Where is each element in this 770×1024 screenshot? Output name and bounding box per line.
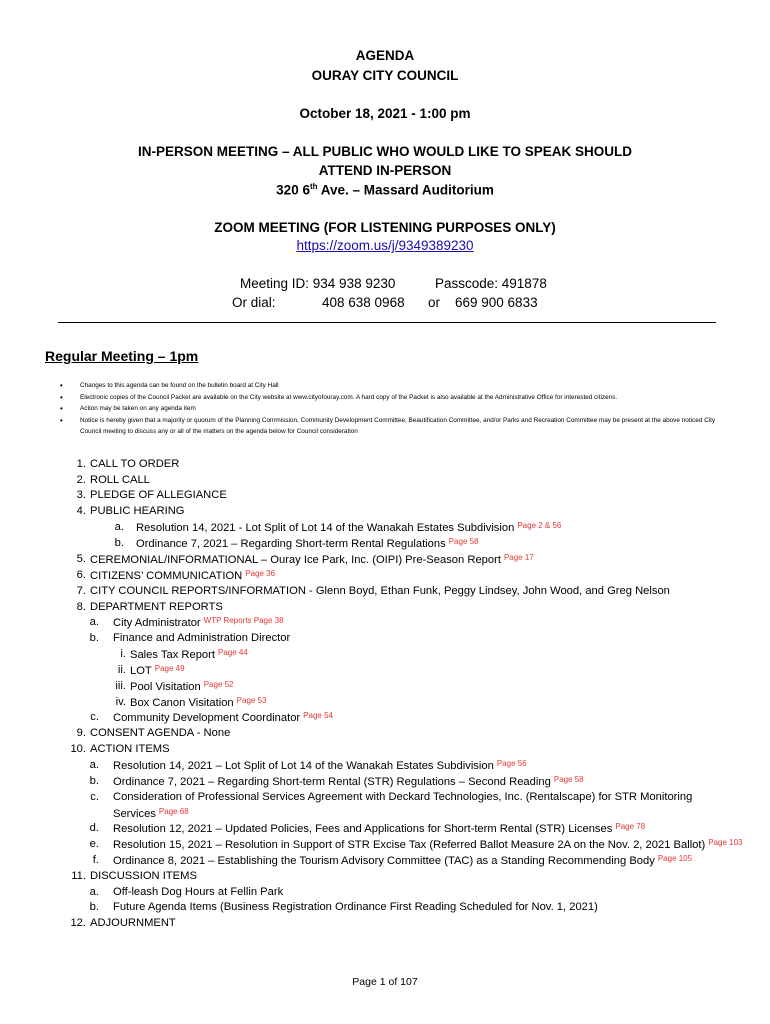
agenda-item-number: b. [89, 775, 99, 787]
agenda-item-number: b. [89, 901, 99, 913]
agenda-item-text: Ordinance 7, 2021 – Regarding Short-term Rental Regulations [136, 538, 446, 550]
agenda-item-text: DISCUSSION ITEMS [90, 870, 197, 882]
agenda-item-text-wrap [130, 680, 234, 693]
agenda-item-text-wrap [113, 711, 333, 724]
agenda-item-number: 3. [76, 489, 86, 501]
page-reference: Page 53 [236, 696, 267, 705]
agenda-item-number: a. [114, 521, 124, 533]
zoom-link[interactable]: https://zoom.us/j/9349389230 [296, 238, 474, 253]
page-reference: Page 2 & 56 [517, 521, 562, 530]
agenda-item-text: Box Canon Visitation [130, 697, 234, 709]
notice-list [60, 380, 720, 438]
agenda-item-text: CITY COUNCIL REPORTS/INFORMATION - Glenn Boyd, Ethan Funk, Peggy Lindsey, John Wood, and Greg Nelson [90, 585, 670, 597]
agenda-item-text-wrap [113, 791, 692, 803]
passcode: Passcode: 491878 [435, 276, 547, 291]
agenda-item-text-wrap [130, 648, 248, 661]
page-reference: Page 68 [158, 807, 189, 816]
agenda-item-text-wrap [113, 854, 692, 867]
page-reference: Page 103 [708, 838, 743, 847]
page-reference: Page 52 [203, 680, 234, 689]
agenda-item-text: Finance and Administration Director [113, 632, 291, 644]
agenda-item-text-wrap [130, 664, 185, 677]
dial-number-1: 408 638 0968 [322, 295, 405, 310]
agenda-item-text-wrap [90, 489, 227, 501]
agenda-item-text-wrap [113, 775, 584, 788]
agenda-item-text-wrap [90, 458, 179, 470]
page-reference: Page 54 [303, 711, 333, 720]
page-reference: Page 58 [553, 775, 584, 784]
agenda-item-text: Resolution 15, 2021 – Resolution in Support of STR Excise Tax (Referred Ballot Measure 2A on the Nov. 2, 2021 Ballot) [113, 839, 706, 851]
agenda-item-number: b. [114, 537, 124, 549]
agenda-item-text: Resolution 14, 2021 – Lot Split of Lot 14 of the Wanakah Estates Subdivision [113, 760, 494, 772]
agenda-item-text: City Administrator [113, 617, 201, 629]
agenda-item-number: 9. [76, 727, 86, 739]
agenda-item-number: d. [89, 822, 99, 834]
agenda-item-text-wrap [90, 569, 275, 582]
page-reference: Page 17 [503, 553, 534, 562]
agenda-item-text: DEPARTMENT REPORTS [90, 601, 223, 613]
inperson-line-2: ATTEND IN-PERSON [318, 163, 452, 178]
agenda-item-text-wrap [90, 727, 230, 739]
notice-item: • Notice is hereby given that a majority or quorum of the Planning Commission, Community Development Committee, Beautification Committee, and/or Parks and Recreation Committee may be present at the above noticed City Council meeting to discuss any or all of the matters on the agenda below for Council consideration [60, 415, 720, 438]
agenda-item-number: b. [89, 632, 99, 644]
agenda-item-number: a. [89, 759, 99, 771]
agenda-item-number: c. [90, 711, 99, 723]
agenda-item-text: Ordinance 8, 2021 – Establishing the Tourism Advisory Committee (TAC) as a Standing Recommending Body [113, 855, 655, 867]
agenda-item-text-wrap [90, 601, 223, 613]
agenda-item-text-wrap [90, 585, 670, 597]
agenda-item-number: iii. [115, 680, 126, 692]
notice-item: • Action may be taken on any agenda item [60, 403, 720, 415]
dial-or: or [428, 295, 441, 310]
agenda-item-number: e. [89, 838, 99, 850]
agenda-item-text-wrap [113, 807, 189, 820]
agenda-item-text: ROLL CALL [90, 474, 150, 486]
meeting-address [0, 182, 770, 198]
agenda-item-number: 10. [70, 743, 86, 755]
agenda-item-number: a. [89, 886, 99, 898]
agenda-item-text-wrap [90, 870, 197, 882]
notice-item: • Changes to this agenda can be found on the bulletin board at City Hall [60, 380, 720, 392]
agenda-item-number: 11. [71, 870, 86, 882]
agenda-item-text-wrap [136, 521, 561, 534]
agenda-title: AGENDA [355, 48, 415, 63]
agenda-item-text-wrap [136, 537, 479, 550]
page-reference: Page 105 [657, 854, 693, 863]
meeting-date: October 18, 2021 - 1:00 pm [299, 106, 471, 121]
agenda-item-text: LOT [130, 665, 152, 677]
agenda-item-text: Sales Tax Report [130, 649, 215, 661]
page-reference: Page 78 [615, 822, 646, 831]
agenda-item-text-wrap [90, 474, 150, 486]
dial-label: Or dial: [232, 295, 276, 310]
page-reference: Page 49 [154, 664, 185, 673]
agenda-item-number: ii. [117, 664, 126, 676]
agenda-item-text: CITIZENS’ COMMUNICATION [90, 570, 243, 582]
zoom-title: ZOOM MEETING (FOR LISTENING PURPOSES ONLY) [214, 220, 556, 235]
page-reference: Page 56 [496, 759, 527, 768]
agenda-item-text-wrap [113, 901, 598, 913]
agenda-item-text-wrap [90, 917, 176, 929]
agenda-item-number: a. [89, 616, 99, 628]
divider [58, 322, 716, 323]
address-number: 320 6 [276, 182, 310, 198]
agenda-item-text: Pool Visitation [130, 681, 201, 693]
agenda-item-number: 4. [76, 505, 86, 517]
agenda-item-text-wrap [90, 743, 170, 755]
agenda-item-number: f. [92, 854, 99, 866]
agenda-item-text-wrap [113, 759, 527, 772]
agenda-item-number: iv. [115, 696, 126, 708]
agenda-item-text-wrap [90, 553, 534, 566]
agenda-item-text: CONSENT AGENDA - None [90, 727, 231, 739]
address-street: Ave. – Massard Auditorium [317, 182, 494, 198]
agenda-item-text-wrap [130, 696, 266, 709]
page-reference: WTP Reports Page 38 [203, 616, 284, 625]
agenda-item-text-wrap [113, 616, 284, 629]
agenda-item-number: 7. [76, 585, 86, 597]
section-title: Regular Meeting – 1pm [45, 348, 199, 364]
agenda-item-text: PLEDGE OF ALLEGIANCE [90, 489, 227, 501]
agenda-item-number: 6. [76, 569, 86, 581]
agenda-item-text: CALL TO ORDER [90, 458, 180, 470]
agenda-item-text: CEREMONIAL/INFORMATIONAL – Ouray Ice Park, Inc. (OIPI) Pre-Season Report [90, 554, 501, 566]
agenda-item-text: Services [113, 808, 156, 820]
agenda-item-text: Community Development Coordinator [113, 712, 301, 724]
agenda-item-text-wrap [90, 505, 185, 517]
agenda-item-text: Ordinance 7, 2021 – Regarding Short-term Rental (STR) Regulations – Second Reading [113, 776, 551, 788]
page-reference: Page 44 [218, 648, 248, 657]
inperson-line-1: IN-PERSON MEETING – ALL PUBLIC WHO WOULD LIKE TO SPEAK SHOULD [137, 144, 632, 159]
agenda-item-text: ADJOURNMENT [90, 917, 176, 929]
agenda-item-text: Consideration of Professional Services Agreement with Deckard Technologies, Inc. (Rentalscape) for STR Monitoring [113, 791, 693, 803]
agenda-item-text: Resolution 12, 2021 – Updated Policies, Fees and Applications for Short-term Rental (STR) Licenses [113, 823, 613, 835]
agenda-item-number: c. [90, 791, 99, 803]
agenda-item-number: 8. [76, 601, 86, 613]
agenda-item-text: Resolution 14, 2021 - Lot Split of Lot 14 of the Wanakah Estates Subdivision [136, 522, 515, 534]
meeting-id: Meeting ID: 934 938 9230 [240, 276, 396, 291]
agenda-item-text: ACTION ITEMS [90, 743, 170, 755]
agenda-item-number: 5. [76, 553, 86, 565]
agenda-item-number: 2. [76, 474, 86, 486]
page-reference: Page 58 [448, 537, 479, 546]
page-reference: Page 36 [245, 569, 276, 578]
agenda-item-number: i. [120, 648, 126, 660]
agenda-item-text-wrap [113, 632, 290, 644]
address-suffix: th [309, 182, 318, 191]
agenda-item-text-wrap [113, 822, 645, 835]
dial-number-2: 669 900 6833 [455, 295, 538, 310]
page-number: Page 1 of 107 [352, 976, 418, 988]
agenda-item-text-wrap [113, 886, 283, 898]
agenda-item-text: PUBLIC HEARING [90, 505, 185, 517]
agenda-item-number: 12. [70, 917, 86, 929]
agenda-item-text-wrap [113, 838, 743, 851]
notice-item: • Electronic copies of the Council Packet are available on the City website at www.cityofouray.com. A hard copy of the Packet is also available at the Administrative Office for interested citizens. [60, 392, 720, 404]
agenda-item-text: Off-leash Dog Hours at Fellin Park [113, 886, 284, 898]
agenda-item-text: Future Agenda Items (Business Registration Ordinance First Reading Scheduled for Nov. 1, 2021) [113, 901, 598, 913]
council-title: OURAY CITY COUNCIL [311, 68, 459, 83]
agenda-item-number: 1. [76, 458, 86, 470]
